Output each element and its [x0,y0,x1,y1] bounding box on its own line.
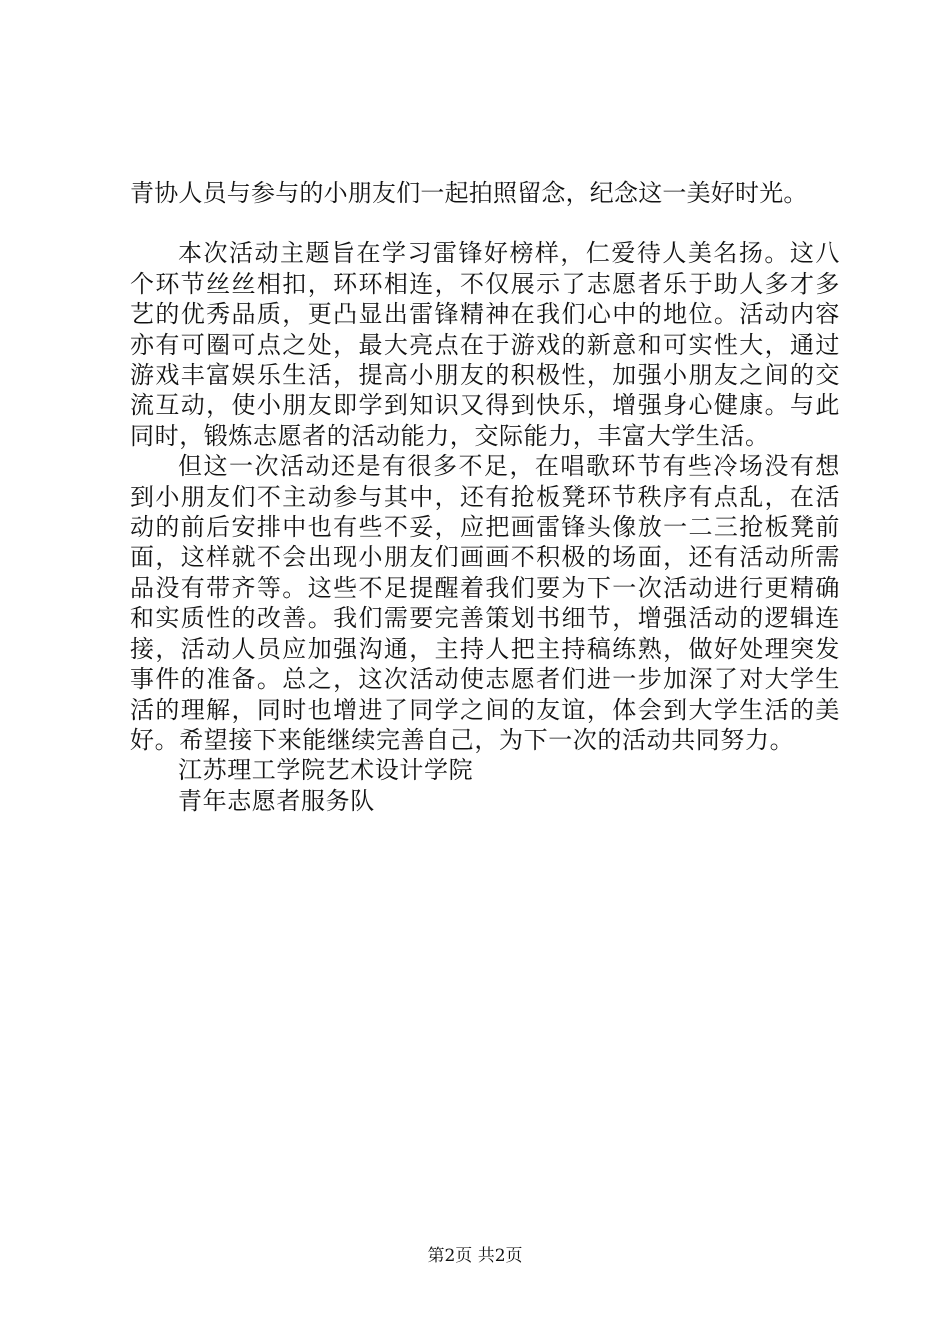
paragraph-activity-summary: 本次活动主题旨在学习雷锋好榜样，仁爱待人美名扬。这八个环节丝丝相扣，环环相连，不仅展示了志愿者乐于助人多才多艺的优秀品质，更凸显出雷锋精神在我们心中的地位。活动内容亦有可圈可点之处，最大亮点在于游戏的新意和可实性大，通过游戏丰富娱乐生活，提高小朋友的积极性，加强小朋友之间的交流互动，使小朋友即学到知识又得到快乐，增强身心健康。与此同时，锻炼志愿者的活动能力，交际能力，丰富大学生活。 [130,239,840,450]
document-body [130,178,840,816]
signature-organization: 江苏理工学院艺术设计学院 [178,756,474,785]
signature-team: 青年志愿者服务队 [178,786,375,815]
paragraph-spacer [130,208,840,238]
page-footer: 第2页 共2页 [427,1246,523,1266]
paragraph-shortcomings: 但这一次活动还是有很多不足，在唱歌环节有些冷场没有想到小朋友们不主动参与其中，还有抢板凳环节秩序有点乱，在活动的前后安排中也有些不妥，应把画雷锋头像放一二三抢板凳前面，这样就不会出现小朋友们画画不积极的场面，还有活动所需品没有带齐等。这些不足提醒着我们要为下一次活动进行更精确和实质性的改善。我们需要完善策划书细节，增强活动的逻辑连接，活动人员应加强沟通，主持人把主持稿练熟，做好处理突发事件的准备。总之，这次活动使志愿者们进一步加深了对大学生活的理解，同时也增进了同学之间的友谊，体会到大学生活的美好。希望接下来能继续完善自己，为下一次的活动共同努力。 [130,452,840,754]
paragraph-photo-note: 青协人员与参与的小朋友们一起拍照留念，纪念这一美好时光。 [130,179,808,207]
